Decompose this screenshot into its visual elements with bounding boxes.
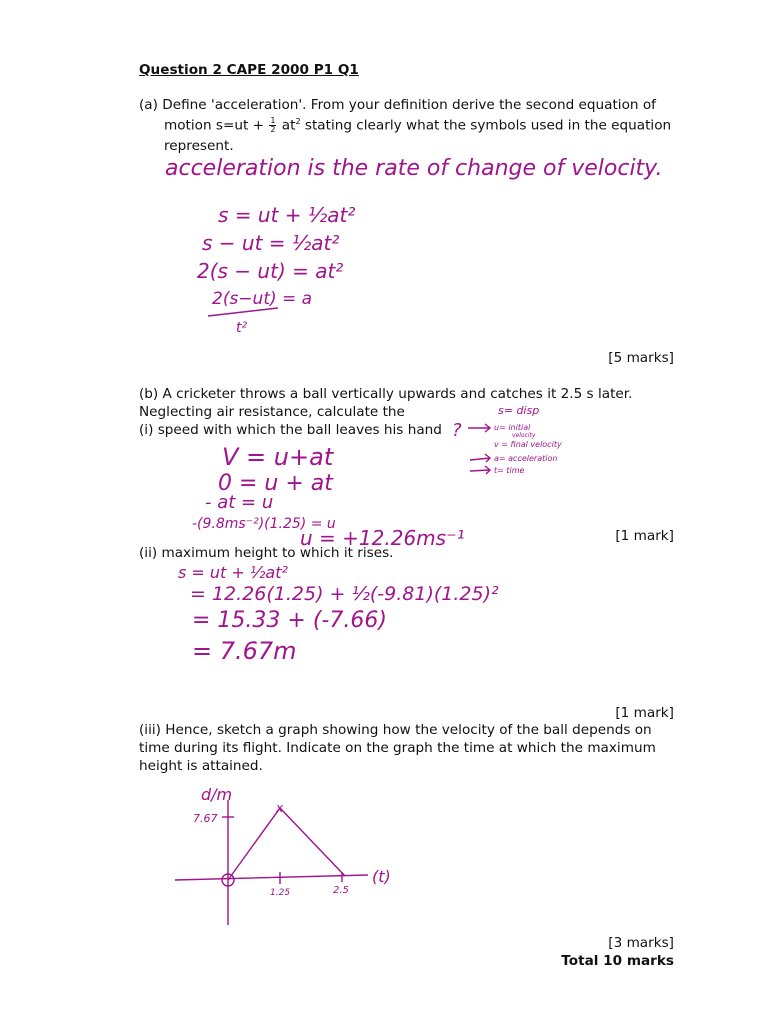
part-a-marks: [5 marks] bbox=[608, 350, 674, 366]
symbol-a: a= acceleration bbox=[494, 454, 558, 463]
arrow-icon bbox=[470, 454, 490, 462]
part-a-line-2-end: stating clearly what the symbols used in the equation bbox=[300, 117, 672, 134]
symbol-s: s= disp bbox=[498, 404, 540, 417]
part-b-iii-line-3: height is attained. bbox=[139, 758, 263, 774]
part-b-i-question: (i) speed with which the ball leaves his hand bbox=[139, 422, 442, 438]
working-b-ii-2: = 12.26(1.25) + ½(-9.81)(1.25)² bbox=[190, 583, 499, 605]
part-a-line-1: (a) Define 'acceleration'. From your definition derive the second equation of bbox=[139, 97, 656, 113]
symbol-u-cont: velocity bbox=[512, 432, 536, 439]
working-b-i-2: 0 = u + at bbox=[218, 471, 333, 496]
sketch-peak-label: 7.67 bbox=[193, 812, 218, 825]
part-a-line-2-pre: motion s=ut + bbox=[164, 117, 269, 134]
working-a-1: s = ut + ½at² bbox=[218, 203, 356, 227]
part-b-i-marks: [1 mark] bbox=[615, 528, 674, 544]
sketch-tick-label-1: 1.25 bbox=[270, 888, 291, 898]
sketch-peak-marker: x bbox=[276, 801, 284, 815]
part-b-line-2: Neglecting air resistance, calculate the bbox=[139, 404, 405, 420]
part-b-iii-line-1: (iii) Hence, sketch a graph showing how the velocity of the ball depends on bbox=[139, 722, 652, 738]
total-marks: Total 10 marks bbox=[561, 953, 674, 969]
working-b-i-3: - at = u bbox=[205, 492, 274, 513]
symbol-u: u= initial bbox=[494, 423, 531, 432]
sketch-x-label: (t) bbox=[372, 867, 391, 886]
question-title: Question 2 CAPE 2000 P1 Q1 bbox=[139, 62, 359, 78]
question-mark: ? bbox=[452, 420, 462, 441]
fraction-denominator: 2 bbox=[270, 125, 276, 134]
working-b-ii-3: = 15.33 + (-7.66) bbox=[192, 608, 387, 633]
working-b-i-5: u = +12.26ms⁻¹ bbox=[300, 526, 465, 550]
part-b-iii-line-2: time during its flight. Indicate on the graph the time at which the maximum bbox=[139, 740, 656, 756]
sketch-tick-label-2: 2.5 bbox=[333, 885, 349, 896]
working-b-i-4: -(9.8ms⁻²)(1.25) = u bbox=[192, 516, 336, 532]
sketch-curve bbox=[228, 808, 345, 880]
working-a-5: t² bbox=[236, 320, 248, 336]
working-b-ii-1: s = ut + ½at² bbox=[178, 563, 288, 582]
working-b-ii-4: = 7.67m bbox=[192, 637, 297, 665]
superscript-2: 2 bbox=[295, 116, 301, 126]
working-a-3: 2(s − ut) = at² bbox=[197, 259, 344, 283]
part-b-iii-marks: [3 marks] bbox=[608, 935, 674, 951]
symbol-t: t= time bbox=[494, 466, 525, 475]
sketch-x-axis bbox=[175, 875, 368, 880]
working-b-i-1: V = u+at bbox=[222, 443, 334, 471]
velocity-time-sketch bbox=[175, 785, 391, 925]
arrow-icon bbox=[468, 424, 490, 432]
arrow-icon bbox=[470, 466, 490, 474]
symbol-v: v = final velocity bbox=[494, 440, 562, 449]
part-b-ii-question: (ii) maximum height to which it rises. bbox=[139, 545, 394, 561]
part-a-line-3: represent. bbox=[164, 138, 234, 154]
working-a-4: 2(s−ut) = a bbox=[212, 289, 313, 309]
sketch-y-label: d/m bbox=[201, 785, 233, 804]
part-b-line-1: (b) A cricketer throws a ball vertically upwards and catches it 2.5 s later. bbox=[139, 386, 633, 402]
part-b-ii-marks: [1 mark] bbox=[615, 705, 674, 721]
working-a-2: s − ut = ½at² bbox=[202, 231, 340, 255]
fraction-bar bbox=[208, 308, 278, 316]
fraction-numerator: 1 bbox=[270, 116, 276, 125]
part-a-line-2-post: at bbox=[277, 117, 296, 134]
definition-answer: acceleration is the rate of change of velocity. bbox=[165, 156, 663, 181]
